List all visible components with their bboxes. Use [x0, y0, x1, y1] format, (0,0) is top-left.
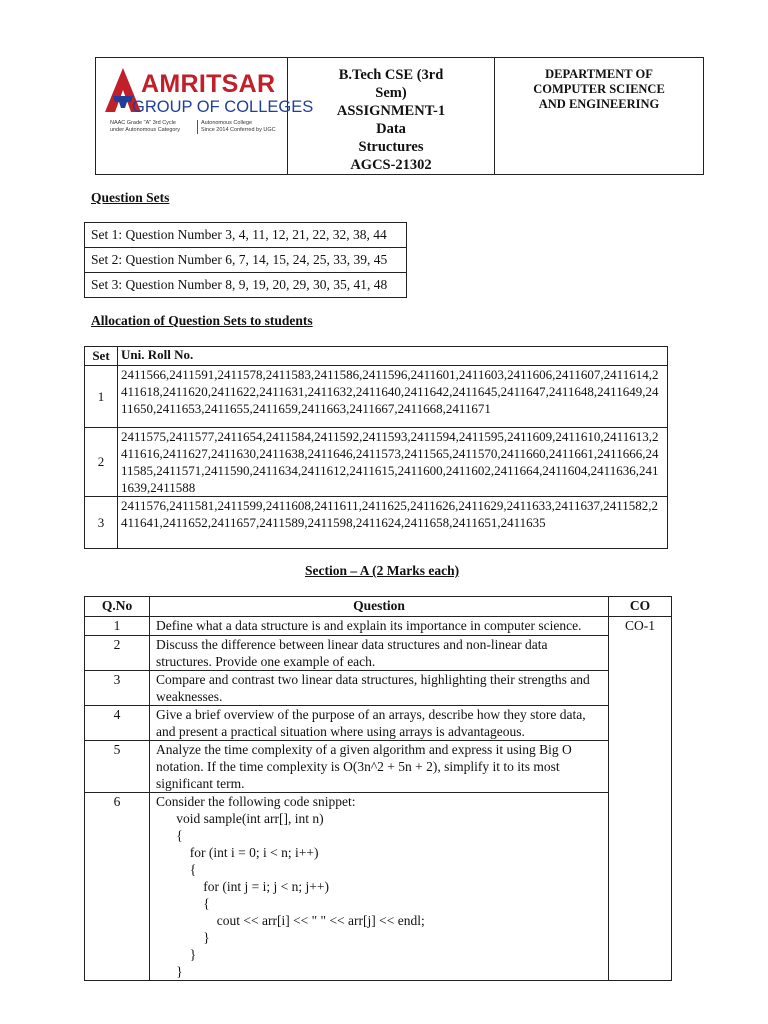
autonomous-text: Autonomous College Since 2014 Conferred by UGC	[197, 120, 276, 134]
subject-line: Data	[376, 121, 406, 137]
question-number: 5	[85, 741, 150, 793]
roll-numbers: 2411576,2411581,2411599,2411608,2411611,2411625,2411626,2411629,2411633,2411637,2411582,2411641,2411652,2411657,2411589,2411598,2411624,2411658,2411651,2411635	[118, 497, 668, 549]
table-row	[85, 636, 672, 671]
course-outcome: CO-1	[609, 617, 672, 981]
table-row	[85, 248, 407, 273]
set-column-header: Set	[85, 347, 118, 366]
department-cell: DEPARTMENT OF COMPUTER SCIENCE AND ENGINEERING	[495, 58, 704, 175]
table-row	[85, 366, 668, 428]
table-row	[85, 428, 668, 497]
question-text: Analyze the time complexity of a given algorithm and express it using Big O notation. If the time complexity is O(3n^2 + 5n + 2), simplify it to its most significant term.	[150, 741, 609, 793]
question-sets-table	[84, 222, 407, 298]
table-row	[85, 617, 672, 636]
question-text-with-code	[150, 793, 609, 981]
allocation-heading: Allocation of Question Sets to students	[91, 313, 313, 328]
set-number: 2	[85, 428, 118, 497]
course-info-cell	[288, 58, 495, 175]
course-code: AGCS-21302	[350, 157, 432, 173]
co-column-header: CO	[609, 597, 672, 617]
table-header-row	[85, 347, 668, 366]
question-sets-heading: Question Sets	[91, 190, 170, 205]
college-logo-cell	[96, 58, 314, 175]
assignment-title: ASSIGNMENT-1	[336, 103, 446, 119]
question-number: 1	[85, 617, 150, 636]
question-number: 4	[85, 706, 150, 741]
qno-column-header: Q.No	[85, 597, 150, 617]
college-subtitle: GROUP OF COLLEGES	[132, 98, 314, 116]
roll-column-header: Uni. Roll No.	[118, 347, 668, 366]
course-line: B.Tech CSE (3rd	[338, 67, 444, 83]
question-text: Define what a data structure is and explain its importance in computer science.	[150, 617, 609, 636]
table-header-row	[85, 597, 672, 617]
code-snippet: void sample(int arr[], int n) { for (int i = 0; i < n; i++) { for (int j = i; j < n; j++) { cout << arr[i] << " " << arr[j] << endl; } } }	[176, 811, 425, 979]
question-column-header: Question	[150, 597, 609, 617]
set-1-cell: Set 1: Question Number 3, 4, 11, 12, 21, 22, 32, 38, 44	[85, 223, 407, 248]
question-text: Consider the following code snippet:	[156, 794, 356, 809]
table-row	[85, 497, 668, 549]
table-row	[85, 223, 407, 248]
table-row	[85, 273, 407, 298]
set-3-cell: Set 3: Question Number 8, 9, 19, 20, 29, 30, 35, 41, 48	[85, 273, 407, 298]
section-a-table	[84, 596, 672, 981]
section-a-heading: Section – A (2 Marks each)	[305, 563, 460, 578]
question-text: Discuss the difference between linear data structures and non-linear data structures. Provide one example of each.	[150, 636, 609, 671]
subject-line: Structures	[358, 139, 424, 155]
question-text: Compare and contrast two linear data structures, highlighting their strengths and weaknesses.	[150, 671, 609, 706]
set-2-cell: Set 2: Question Number 6, 7, 14, 15, 24, 25, 33, 39, 45	[85, 248, 407, 273]
naac-grade-text: NAAC Grade "A" 3rd Cycle under Autonomous Category	[110, 120, 181, 133]
allocation-table	[84, 346, 668, 549]
set-number: 1	[85, 366, 118, 428]
roll-numbers: 2411566,2411591,2411578,2411583,2411586,2411596,2411601,2411603,2411606,2411607,2411614,2411618,2411620,2411622,2411631,2411632,2411640,2411642,2411645,2411647,2411648,2411649,2411650,2411653,2411655,2411659,2411663,2411667,2411668,2411671	[118, 366, 668, 428]
table-row	[85, 706, 672, 741]
table-row	[85, 671, 672, 706]
question-number: 2	[85, 636, 150, 671]
table-row	[85, 793, 672, 981]
question-text: Give a brief overview of the purpose of an arrays, describe how they store data, and present a practical situation where using arrays is advantageous.	[150, 706, 609, 741]
college-name: AMRITSAR	[141, 70, 276, 98]
question-number: 6	[85, 793, 150, 981]
table-row	[85, 741, 672, 793]
header-table	[95, 57, 704, 175]
set-number: 3	[85, 497, 118, 549]
roll-numbers: 2411575,2411577,2411654,2411584,2411592,2411593,2411594,2411595,2411609,2411610,2411613,2411616,2411627,2411630,2411638,2411646,2411573,2411565,2411570,2411660,2411661,2411666,2411585,2411571,2411590,2411634,2411612,2411615,2411600,2411602,2411664,2411604,2411636,2411639,2411588	[118, 428, 668, 497]
course-line: Sem)	[375, 85, 407, 101]
question-number: 3	[85, 671, 150, 706]
